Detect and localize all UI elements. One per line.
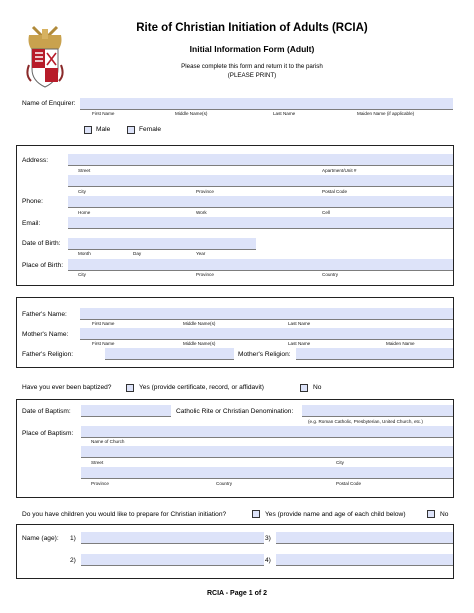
enquirer-label: Name of Enquirer: [22, 100, 76, 107]
enquirer-name-field[interactable] [80, 98, 453, 110]
baptized-yes-label: Yes (provide certificate, record, or affidavit) [139, 384, 264, 391]
sub-mother-middle: Middle Name(s) [183, 341, 216, 346]
crest [25, 25, 65, 89]
sub-apartment: Apartment/Unit # [322, 168, 357, 173]
sub-home: Home [78, 210, 91, 215]
child-1-number: 1) [70, 535, 76, 542]
instruction-line-1: Please complete this form and return it to the parish [181, 63, 323, 70]
sub-last-name: Last Name [273, 111, 296, 116]
sub-postal-code: Postal Code [322, 189, 348, 194]
sub-church-postal: Postal Code [336, 481, 362, 486]
baptized-no-checkbox[interactable] [300, 384, 308, 392]
form-title: Rite of Christian Initiation of Adults (RCIA) [136, 22, 368, 34]
children-no-label: No [440, 511, 449, 518]
rite-label: Catholic Rite or Christian Denomination: [176, 408, 294, 415]
baptized-yes-checkbox[interactable] [126, 384, 134, 392]
mother-name-label: Mother's Name: [22, 331, 69, 338]
baptism-date-field[interactable] [81, 405, 171, 417]
father-name-label: Father's Name: [22, 311, 67, 318]
rite-field[interactable] [302, 405, 453, 417]
rite-hint: (e.g. Roman Catholic, Presbyterian, United Church, etc.) [308, 419, 423, 424]
sub-city: City [78, 189, 86, 194]
children-yes-label: Yes (provide name and age of each child below) [265, 511, 406, 518]
pob-label: Place of Birth: [22, 262, 64, 269]
baptism-question: Have you ever been baptized? [22, 384, 112, 391]
sub-province: Province [196, 189, 214, 194]
instruction-line-2: (PLEASE PRINT) [227, 72, 277, 79]
male-checkbox[interactable] [84, 126, 92, 134]
sub-mother-last: Last Name [288, 341, 311, 346]
child-2-number: 2) [70, 557, 76, 564]
dob-field[interactable] [68, 238, 256, 250]
church-name-field[interactable] [81, 426, 453, 438]
sub-pob-country: Country [322, 272, 339, 277]
children-no-checkbox[interactable] [427, 510, 435, 518]
mother-religion-label: Mother's Religion: [238, 351, 291, 358]
page-footer: RCIA - Page 1 of 2 [206, 590, 268, 597]
sub-street: Street [78, 168, 91, 173]
sub-work: Work [196, 210, 207, 215]
child-4-field[interactable] [276, 554, 453, 566]
sub-maiden-name: Maiden Name (if applicable) [357, 111, 415, 116]
church-street-field[interactable] [81, 446, 453, 458]
sub-pob-province: Province [196, 272, 214, 277]
children-name-age-label: Name (age): [22, 535, 59, 542]
sub-month: Month [78, 251, 91, 256]
sub-church-country: Country [216, 481, 233, 486]
email-label: Email: [22, 220, 41, 227]
sub-cell: Cell [322, 210, 330, 215]
sub-middle-name: Middle Name(s) [175, 111, 208, 116]
mother-name-field[interactable] [80, 328, 453, 340]
sub-day: Day [133, 251, 142, 256]
child-3-number: 3) [265, 535, 271, 542]
male-label: Male [96, 126, 111, 133]
sub-mother-maiden: Maiden Name [386, 341, 415, 346]
father-religion-field[interactable] [105, 348, 234, 360]
father-name-field[interactable] [80, 308, 453, 320]
sub-church-name: Name of Church [91, 439, 125, 444]
church-region-field[interactable] [81, 467, 453, 479]
child-3-field[interactable] [276, 532, 453, 544]
baptism-date-label: Date of Baptism: [22, 408, 71, 415]
city-province-postal-field[interactable] [68, 175, 453, 187]
sub-first-name: First Name [92, 111, 115, 116]
children-yes-checkbox[interactable] [252, 510, 260, 518]
sub-father-last: Last Name [288, 321, 311, 326]
pob-field[interactable] [68, 259, 453, 271]
address-label: Address: [22, 157, 49, 164]
phone-field[interactable] [68, 196, 453, 208]
baptism-place-label: Place of Baptism: [22, 430, 74, 437]
email-field[interactable] [68, 217, 453, 229]
female-checkbox[interactable] [127, 126, 135, 134]
sub-father-middle: Middle Name(s) [183, 321, 216, 326]
sub-church-province: Province [91, 481, 109, 486]
sub-church-city: City [336, 460, 344, 465]
child-4-number: 4) [265, 557, 271, 564]
sub-mother-first: First Name [92, 341, 115, 346]
phone-label: Phone: [22, 198, 43, 205]
street-field[interactable] [68, 154, 453, 166]
sub-pob-city: City [78, 272, 86, 277]
father-religion-label: Father's Religion: [22, 351, 74, 358]
sub-father-first: First Name [92, 321, 115, 326]
female-label: Female [139, 126, 161, 133]
sub-church-street: Street [91, 460, 104, 465]
sub-year: Year [196, 251, 206, 256]
diocese-coat-of-arms-icon [25, 25, 65, 89]
child-1-field[interactable] [81, 532, 264, 544]
child-2-field[interactable] [81, 554, 264, 566]
children-question: Do you have children you would like to prepare for Christian initiation? [22, 511, 227, 518]
mother-religion-field[interactable] [296, 348, 453, 360]
dob-label: Date of Birth: [22, 240, 61, 247]
form-subtitle: Initial Information Form (Adult) [189, 44, 315, 54]
baptized-no-label: No [313, 384, 322, 391]
